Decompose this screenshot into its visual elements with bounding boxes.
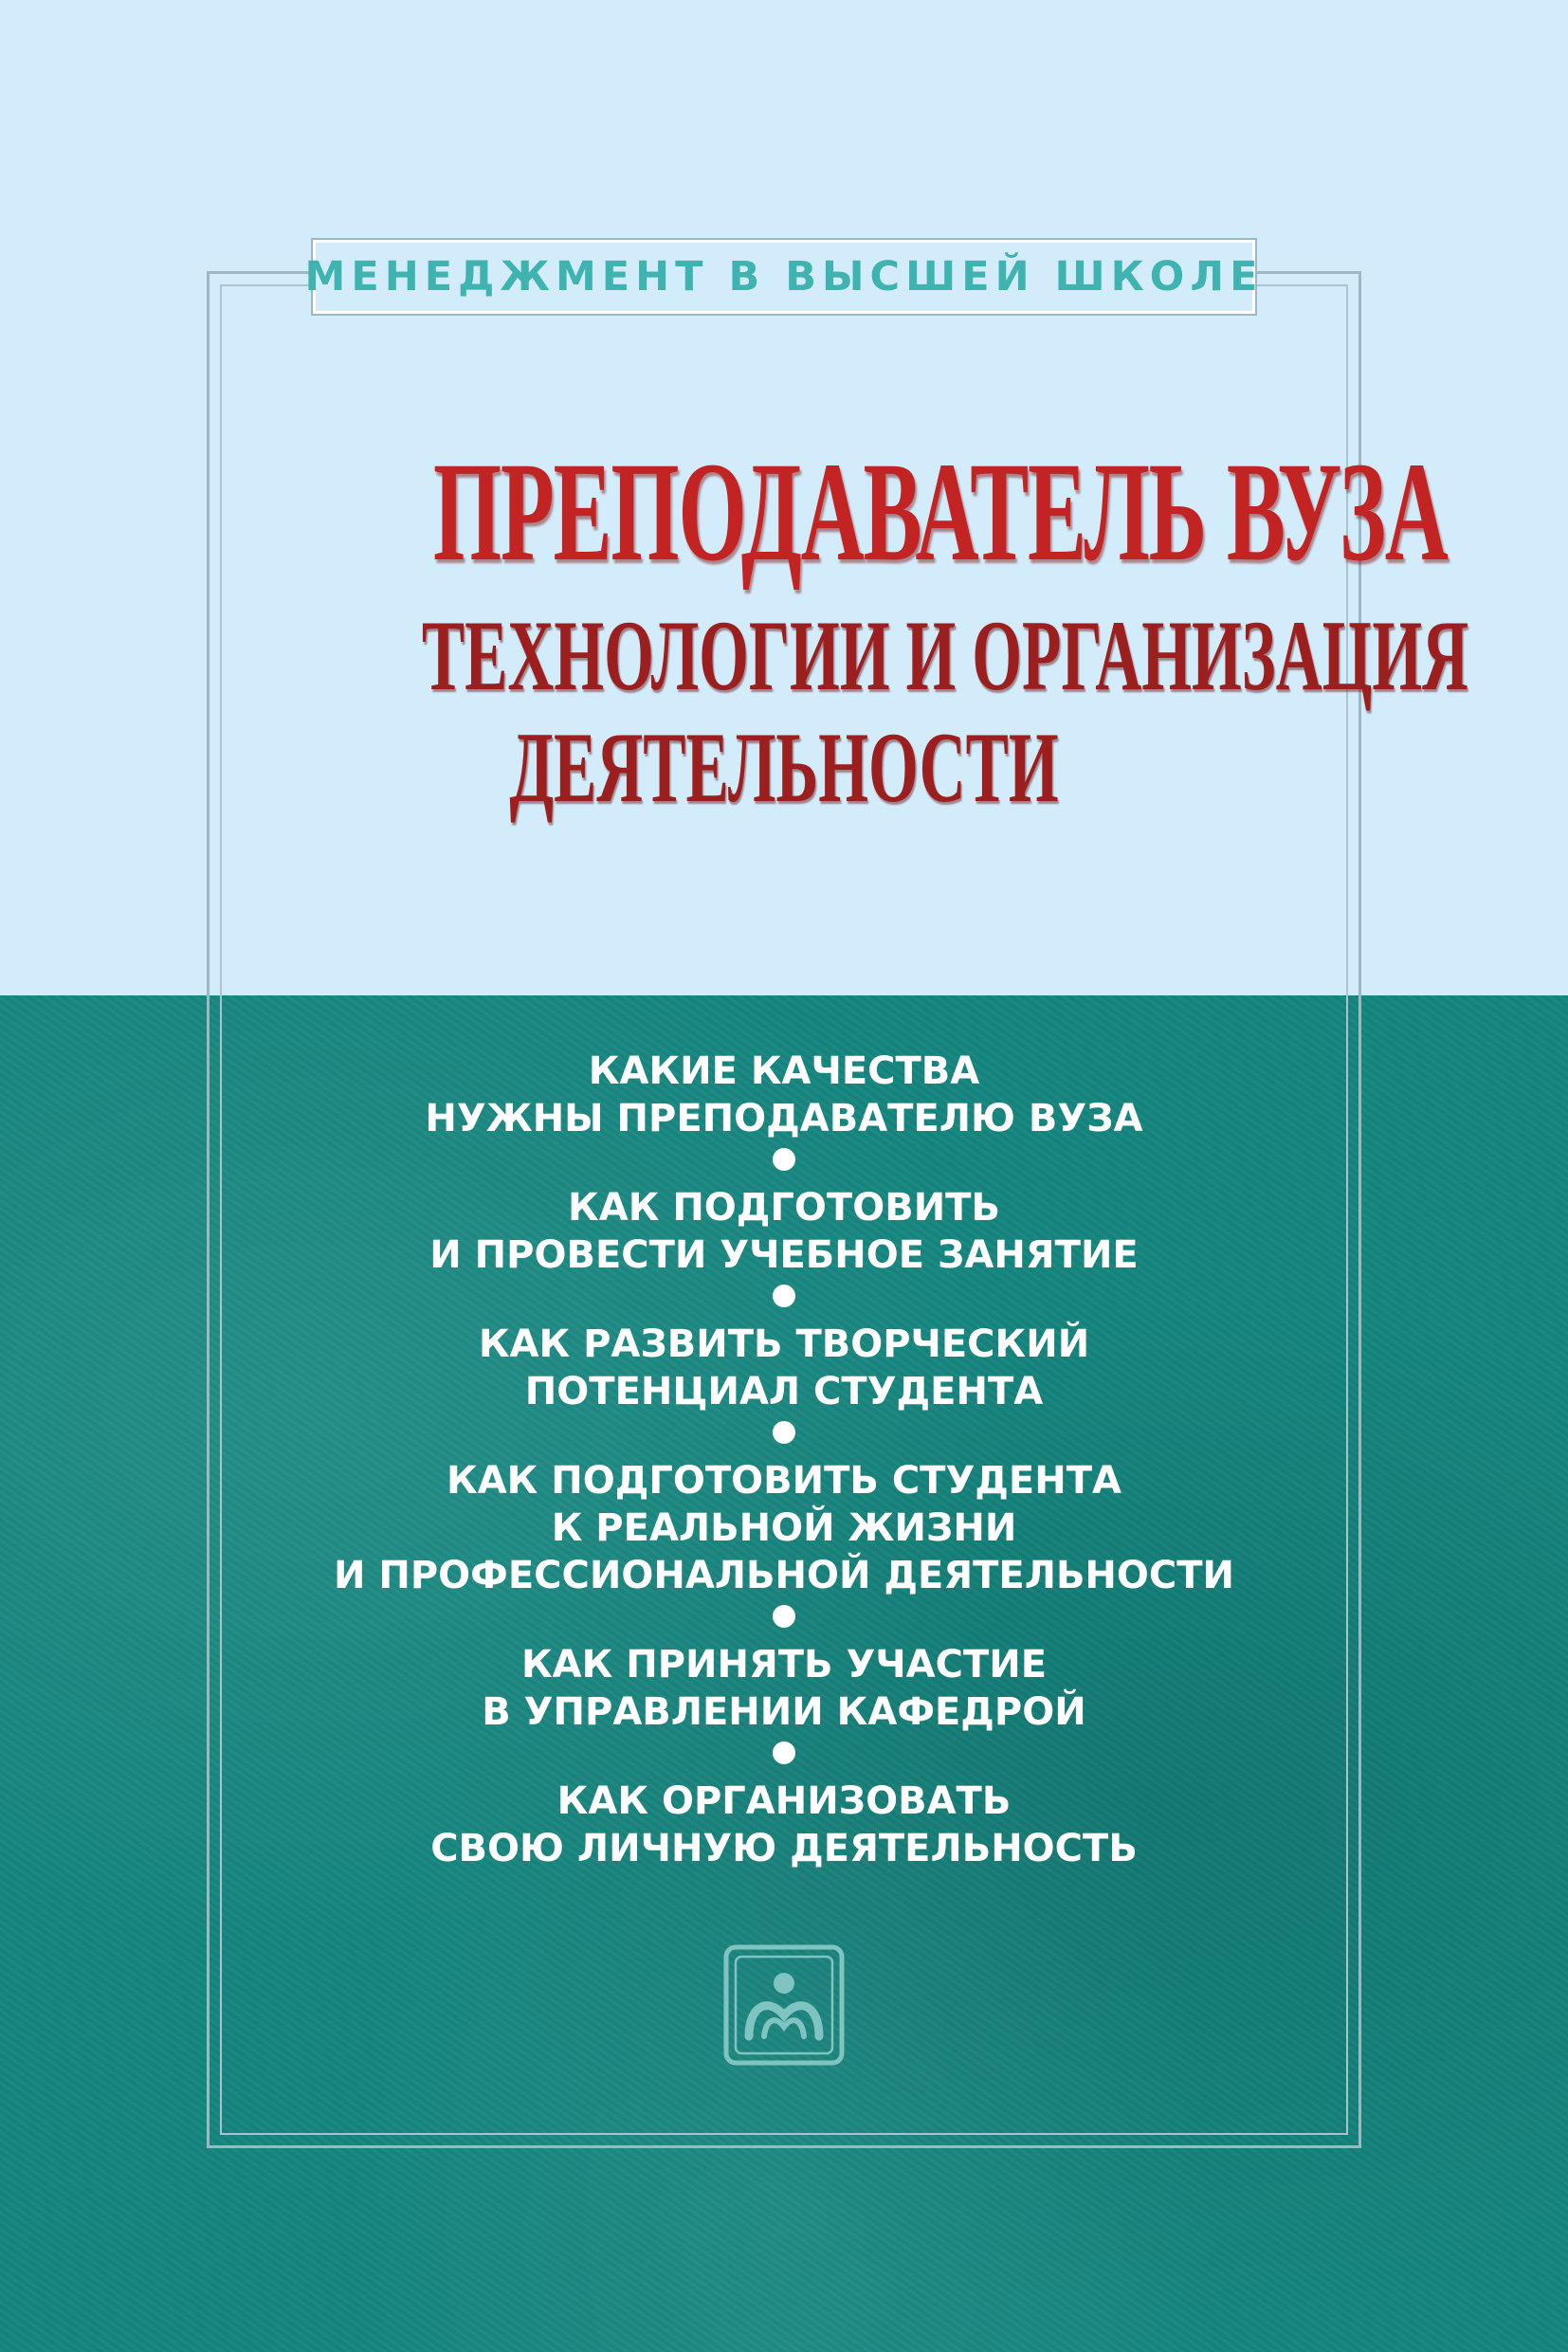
bullet-dot-icon [773,1421,795,1444]
topic-item [237,1641,1331,1736]
topics-list [237,1048,1331,1872]
publisher-logo-icon [722,1943,846,2067]
topic-line: ПОТЕНЦИАЛ СТУДЕНТА [524,1370,1044,1413]
topic-item [237,1778,1331,1872]
topic-line: В УПРАВЛЕНИИ КАФЕДРОЙ [482,1690,1086,1734]
book-subtitle-line-2: ДЕЯТЕЛЬНОСТИ [509,712,1059,823]
topic-line: И ПРОВЕСТИ УЧЕБНОЕ ЗАНЯТИЕ [429,1233,1139,1277]
topic-line: КАК ПОДГОТОВИТЬ [568,1186,1000,1230]
topic-item [237,1184,1331,1279]
topic-item [237,1457,1331,1599]
topic-line: И ПРОФЕССИОНАЛЬНОЙ ДЕЯТЕЛЬНОСТИ [333,1554,1235,1597]
series-label-box [304,240,1264,314]
book-title: ПРЕПОДАВАТЕЛЬ ВУЗА [432,433,1448,591]
series-label: МЕНЕДЖМЕНТ В ВЫСШЕЙ ШКОЛЕ [304,253,1264,301]
topic-line: СВОЮ ЛИЧНУЮ ДЕЯТЕЛЬНОСТЬ [430,1827,1138,1870]
book-subtitle-line-1: ТЕХНОЛОГИИ И ОРГАНИЗАЦИЯ [421,600,1469,711]
topic-line: КАКИЕ КАЧЕСТВА [588,1049,980,1093]
title-block [218,431,1469,824]
topic-line: КАК ПРИНЯТЬ УЧАСТИЕ [520,1643,1048,1687]
bullet-dot-icon [773,1148,795,1171]
topic-line: КАК ОРГАНИЗОВАТЬ [556,1779,1012,1823]
bullet-dot-icon [773,1741,795,1764]
topic-line: К РЕАЛЬНОЙ ЖИЗНИ [551,1506,1017,1550]
topic-line: НУЖНЫ ПРЕПОДАВАТЕЛЮ ВУЗА [425,1097,1143,1140]
topic-item [237,1048,1331,1142]
topic-item [237,1321,1331,1415]
bullet-dot-icon [773,1605,795,1628]
topic-line: КАК ПОДГОТОВИТЬ СТУДЕНТА [447,1459,1121,1503]
bullet-dot-icon [773,1285,795,1307]
topic-line: КАК РАЗВИТЬ ТВОРЧЕСКИЙ [478,1322,1090,1366]
